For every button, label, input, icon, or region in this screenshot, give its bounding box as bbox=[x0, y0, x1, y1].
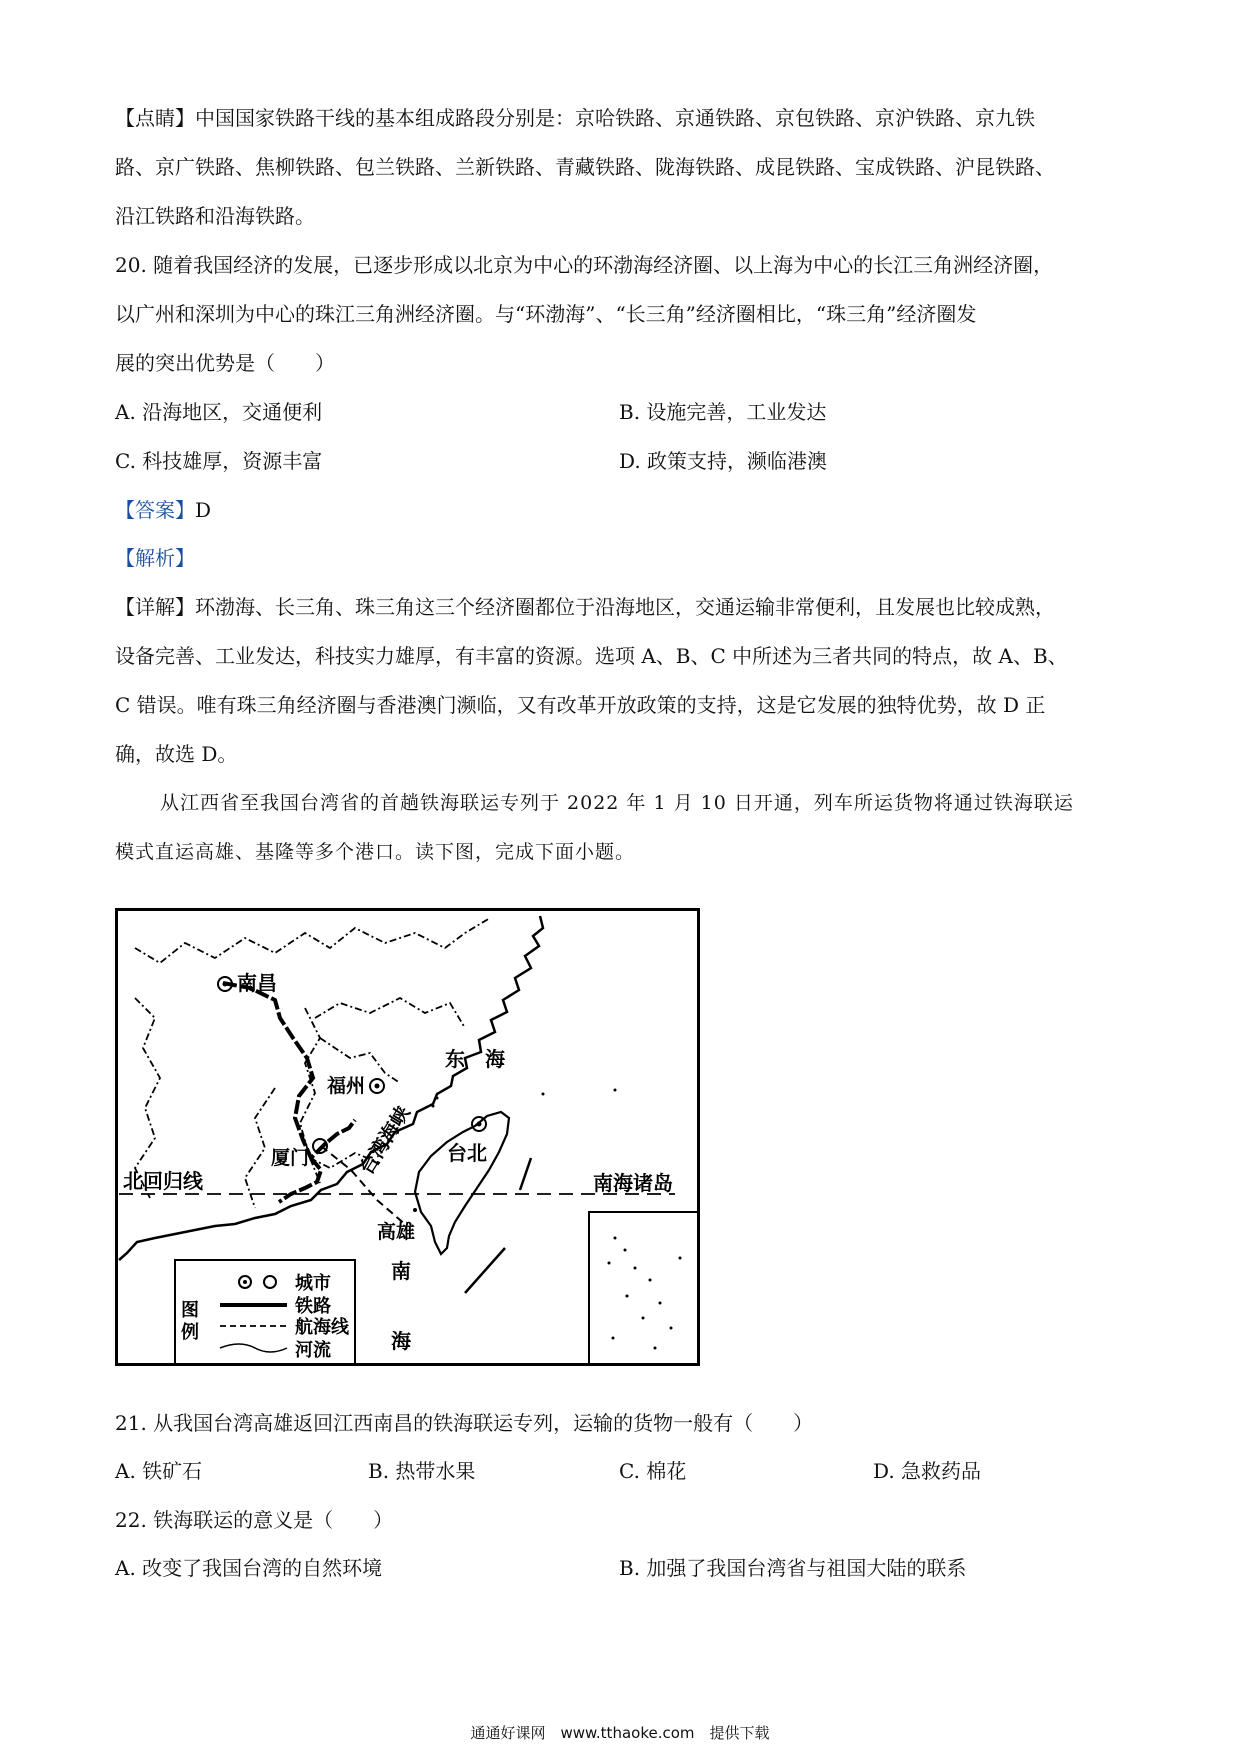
railway-sea-route-map bbox=[115, 908, 700, 1366]
detail-tag: 【详解】 bbox=[115, 595, 195, 619]
q22-option-a: A. 改变了我国台湾的自然环境 bbox=[115, 1556, 383, 1580]
tip-tag: 【点睛】 bbox=[115, 106, 195, 130]
label-gaoxiong: 高雄 bbox=[377, 1221, 416, 1243]
label-south-sea-hai: 海 bbox=[391, 1329, 411, 1353]
detail-line-3: C 错误。唯有珠三角经济圈与香港澳门濒临，又有改革开放政策的支持，这是它发展的独特优势，故 D 正 bbox=[115, 693, 1046, 717]
detail-line-2: 设备完善、工业发达，科技实力雄厚，有丰富的资源。选项 A、B、C 中所述为三者共同的特点，故 A、B、 bbox=[115, 644, 1068, 668]
q20-option-b: B. 设施完善，工业发达 bbox=[619, 400, 827, 424]
label-nanchang: 南昌 bbox=[237, 971, 277, 995]
label-donghai: 东 海 bbox=[445, 1047, 505, 1071]
tip-line-1 bbox=[115, 103, 1035, 133]
q21-option-c: C. 棉花 bbox=[619, 1459, 687, 1483]
legend-river-label: 河流 bbox=[295, 1340, 331, 1361]
label-fuzhou: 福州 bbox=[327, 1075, 366, 1097]
q20-stem-line-3: 展的突出优势是（ ） bbox=[115, 351, 335, 375]
legend-city-label: 城市 bbox=[295, 1273, 331, 1294]
q21-option-d: D. 急救药品 bbox=[873, 1459, 982, 1483]
answer-tag: 【答案】 bbox=[115, 498, 195, 522]
detail-text-1: 环渤海、长三角、珠三角这三个经济圈都位于沿海地区，交通运输非常便利，且发展也比较成熟， bbox=[195, 595, 1055, 619]
label-taiwan-strait: 台湾海峡 bbox=[355, 1102, 415, 1179]
detail-line-1 bbox=[115, 592, 1055, 622]
q20-option-a: A. 沿海地区，交通便利 bbox=[115, 400, 323, 424]
legend-seaway-label: 航海线 bbox=[295, 1317, 349, 1338]
q22-option-b: B. 加强了我国台湾省与祖国大陆的联系 bbox=[619, 1556, 967, 1580]
legend-title-1: 图 bbox=[181, 1300, 199, 1321]
q20-stem-line-1: 20. 随着我国经济的发展，已逐步形成以北京为中心的环渤海经济圈、以上海为中心的长江三角洲经济圈， bbox=[115, 253, 1054, 277]
tip-line-2: 路、京广铁路、焦柳铁路、包兰铁路、兰新铁路、青藏铁路、陇海铁路、成昆铁路、宝成铁路、沪昆铁路、 bbox=[115, 155, 1055, 179]
page-footer: 通通好课网 www.tthaoke.com 提供下载 bbox=[470, 1724, 770, 1742]
q21-stem: 21. 从我国台湾高雄返回江西南昌的铁海联运专列，运输的货物一般有（ ） bbox=[115, 1411, 814, 1435]
legend-title-2: 例 bbox=[181, 1322, 199, 1343]
q22-stem: 22. 铁海联运的意义是（ ） bbox=[115, 1508, 394, 1532]
passage-line-1: 从江西省至我国台湾省的首趟铁海联运专列于 2022 年 1 月 10 日开通，列车所运货物将通过铁海联运 bbox=[160, 792, 1074, 814]
tip-line-3: 沿江铁路和沿海铁路。 bbox=[115, 204, 315, 228]
label-south-china-sea-islands: 南海诸岛 bbox=[593, 1171, 673, 1195]
analysis-tag: 【解析】 bbox=[115, 546, 195, 570]
label-taibei: 台北 bbox=[447, 1141, 487, 1165]
q20-answer bbox=[115, 495, 211, 525]
legend-railway-label: 铁路 bbox=[295, 1296, 331, 1317]
q20-option-d: D. 政策支持，濒临港澳 bbox=[619, 449, 828, 473]
label-south-sea-nan: 南 bbox=[391, 1259, 411, 1283]
detail-line-4: 确，故选 D。 bbox=[115, 742, 238, 766]
q20-stem-line-2: 以广州和深圳为中心的珠江三角洲经济圈。与“环渤海”、“长三角”经济圈相比，“珠三角”经济圈发 bbox=[115, 302, 977, 326]
passage-line-2: 模式直运高雄、基隆等多个港口。读下图，完成下面小题。 bbox=[115, 841, 636, 863]
tip-text-1: 中国国家铁路干线的基本组成路段分别是：京哈铁路、京通铁路、京包铁路、京沪铁路、京九铁 bbox=[195, 106, 1035, 130]
label-xiamen: 厦门 bbox=[271, 1147, 310, 1169]
q20-option-c: C. 科技雄厚，资源丰富 bbox=[115, 449, 323, 473]
q21-option-b: B. 热带水果 bbox=[368, 1459, 476, 1483]
q21-option-a: A. 铁矿石 bbox=[115, 1459, 203, 1483]
label-tropic-of-cancer: 北回归线 bbox=[123, 1169, 203, 1193]
answer-value: D bbox=[195, 498, 212, 522]
